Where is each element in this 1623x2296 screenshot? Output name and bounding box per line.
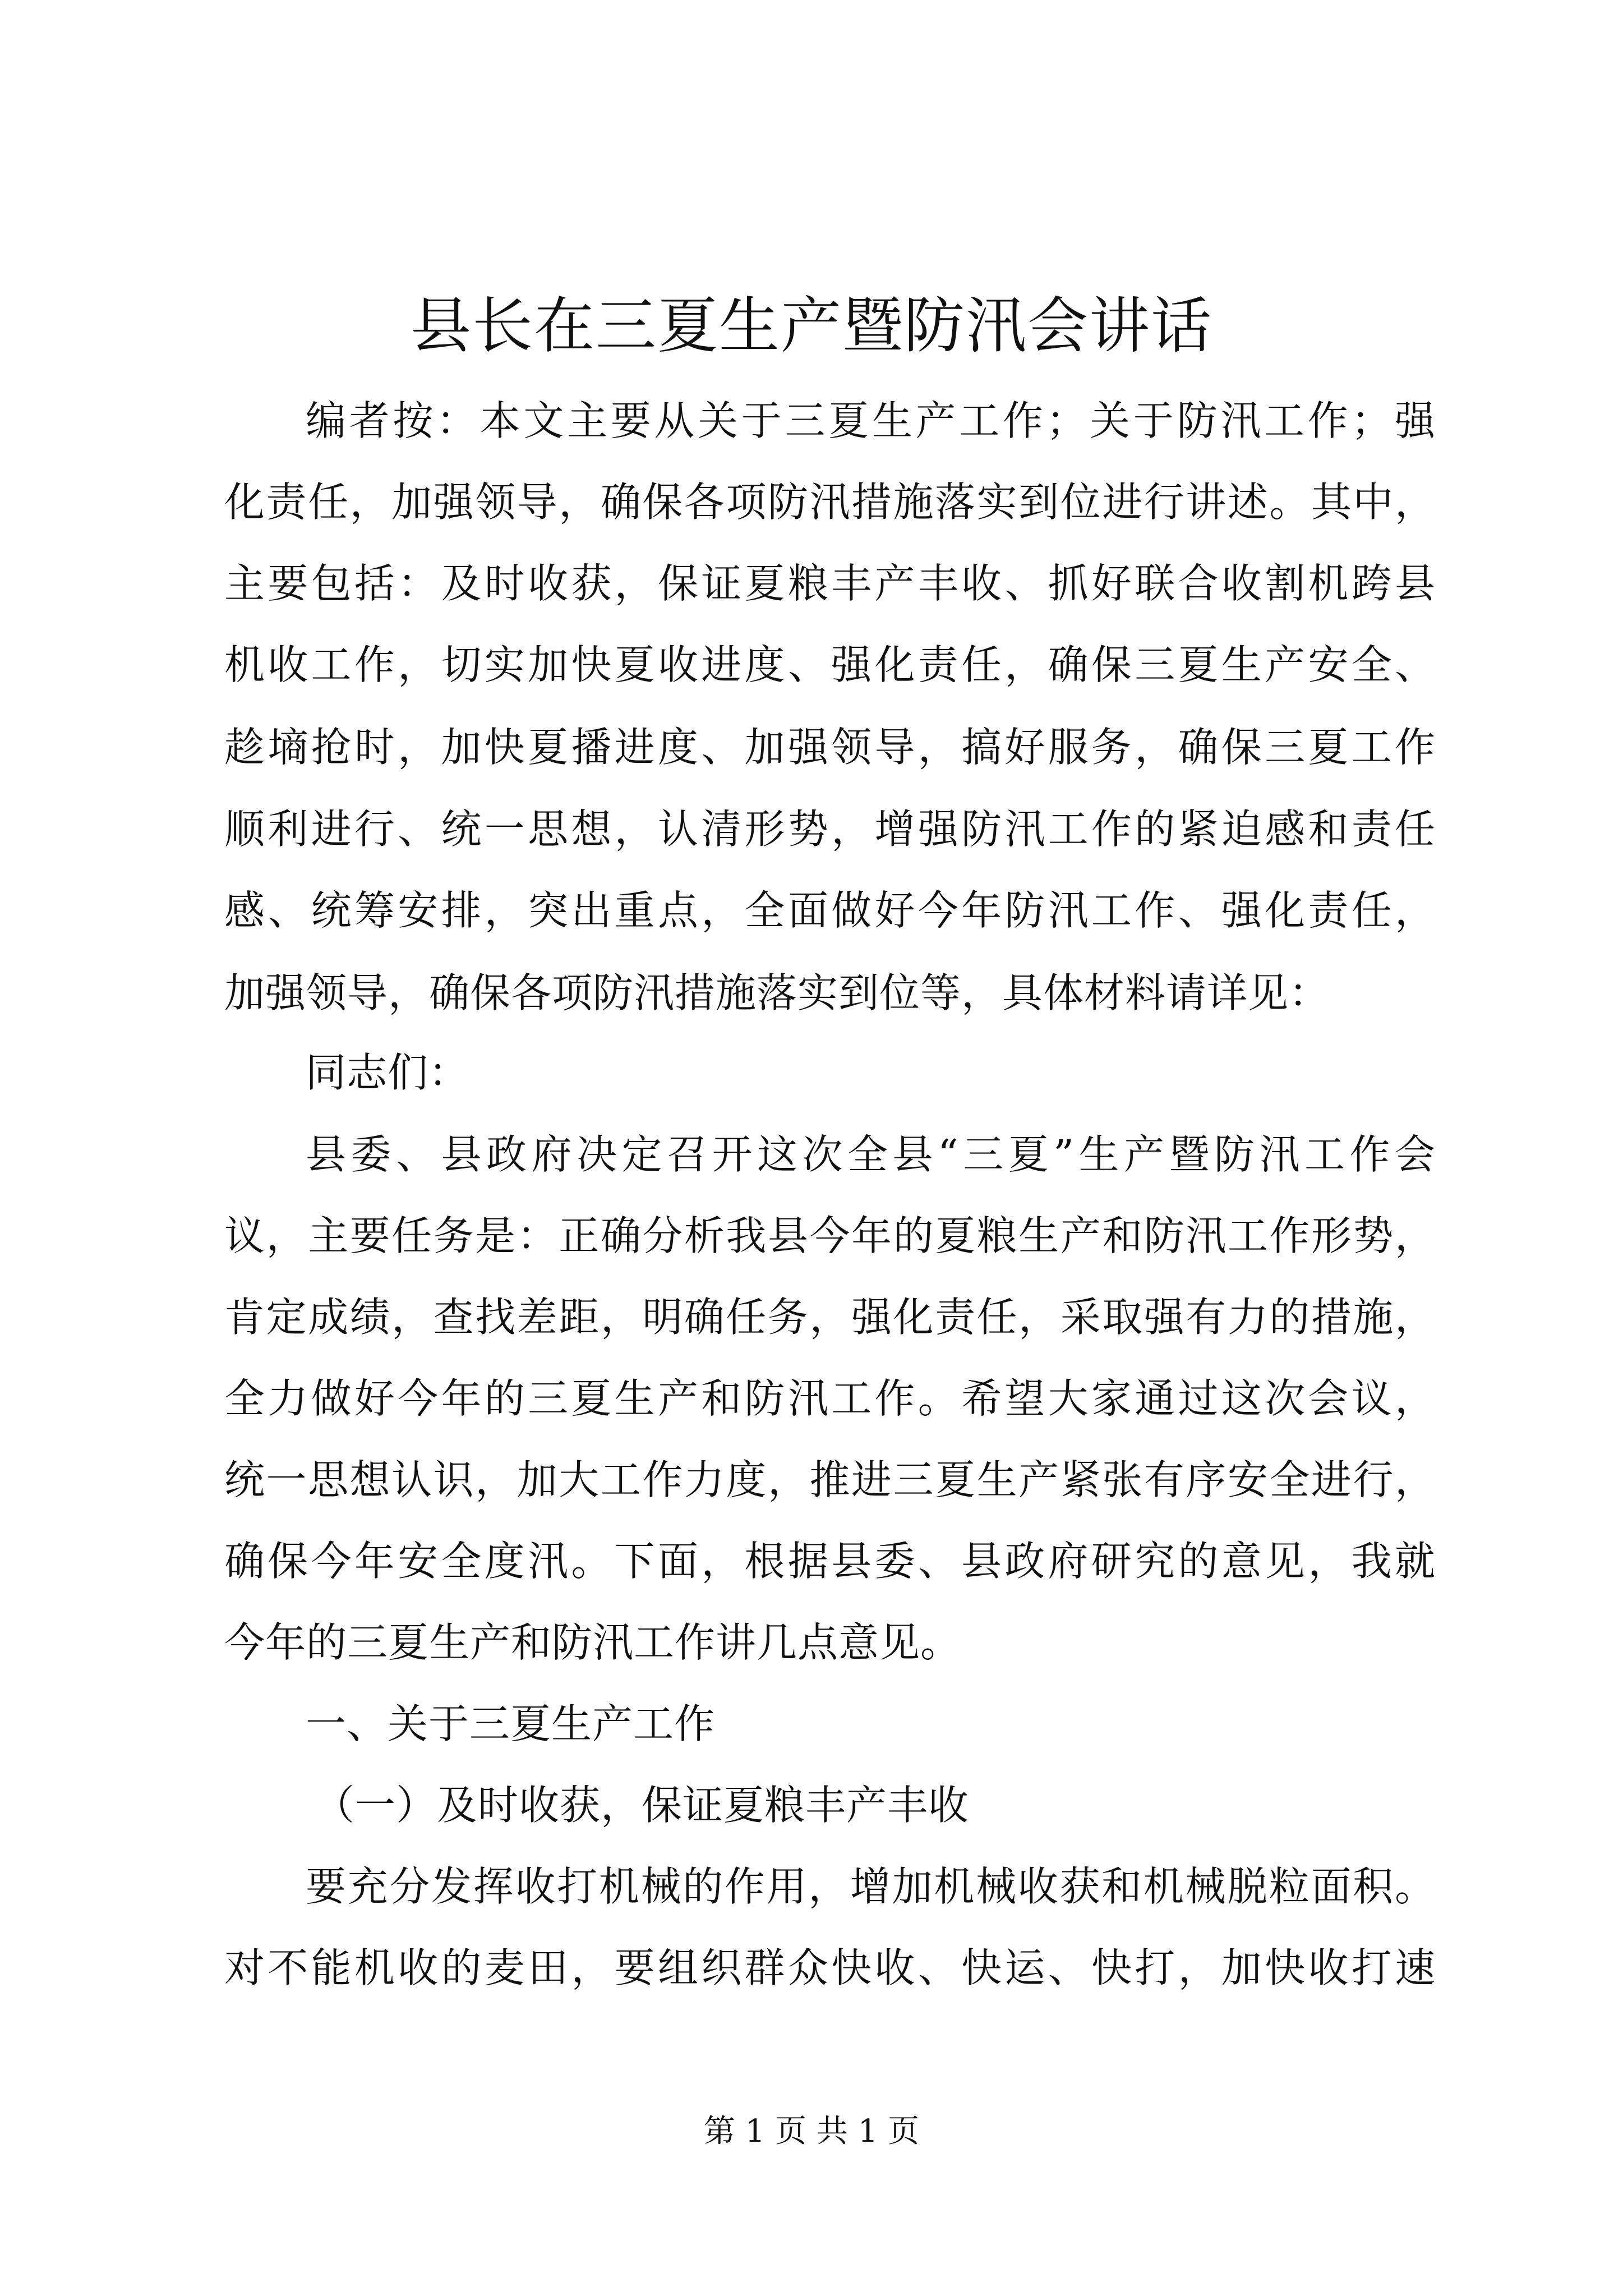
paragraph-line-intro-5: 统一思想认识，加大工作力度，推进三夏生产紧张有序安全进行， xyxy=(224,1456,1436,1503)
paragraph-line-editor-note-4: 机收工作，切实加快夏收进度、强化责任，确保三夏生产安全、 xyxy=(224,641,1436,688)
paragraph-line-editor-note-6: 顺利进行、统一思想，认清形势，增强防汛工作的紧迫感和责任 xyxy=(224,806,1436,853)
paragraph-line-editor-note-5: 趁墒抢时，加快夏播进度、加强领导，搞好服务，确保三夏工作 xyxy=(224,724,1436,771)
subsection-heading-1: （一）及时收获，保证夏粮丰产丰收 xyxy=(314,1782,970,1829)
paragraph-line-editor-note-8: 加强领导，确保各项防汛措施落实到位等，具体材料请详见： xyxy=(224,969,1330,1016)
paragraph-line-editor-note-2: 化责任，加强领导，确保各项防汛措施落实到位进行讲述。其中， xyxy=(224,478,1436,526)
document-title: 县长在三夏生产暨防汛会讲话 xyxy=(410,291,1212,361)
salutation: 同志们： xyxy=(306,1049,470,1096)
paragraph-line-body-2: 对不能机收的麦田，要组织群众快收、快运、快打，加快收打速 xyxy=(224,1944,1436,1991)
paragraph-line-intro-4: 全力做好今年的三夏生产和防汛工作。希望大家通过这次会议， xyxy=(224,1375,1436,1422)
section-heading-1: 一、关于三夏生产工作 xyxy=(306,1700,716,1747)
paragraph-line-intro-3: 肯定成绩，查找差距，明确任务，强化责任，采取强有力的措施， xyxy=(224,1294,1436,1341)
paragraph-line-intro-6: 确保今年安全度汛。下面，根据县委、县政府研究的意见，我就 xyxy=(224,1538,1436,1585)
page-footer: 第 1 页 共 1 页 xyxy=(703,2113,920,2150)
paragraph-line-intro-2: 议，主要任务是：正确分析我县今年的夏粮生产和防汛工作形势， xyxy=(224,1212,1436,1259)
paragraph-line-intro-1: 县委、县政府决定召开这次全县“三夏”生产暨防汛工作会 xyxy=(306,1131,1436,1178)
paragraph-line-body-1: 要充分发挥收打机械的作用，增加机械收获和机械脱粒面积。 xyxy=(306,1863,1436,1910)
paragraph-line-editor-note-3: 主要包括：及时收获，保证夏粮丰产丰收、抓好联合收割机跨县 xyxy=(224,560,1436,607)
paragraph-line-intro-7: 今年的三夏生产和防汛工作讲几点意见。 xyxy=(224,1619,962,1666)
paragraph-line-editor-note-1: 编者按：本文主要从关于三夏生产工作；关于防汛工作；强 xyxy=(306,397,1436,444)
paragraph-line-editor-note-7: 感、统筹安排，突出重点，全面做好今年防汛工作、强化责任， xyxy=(224,887,1436,934)
